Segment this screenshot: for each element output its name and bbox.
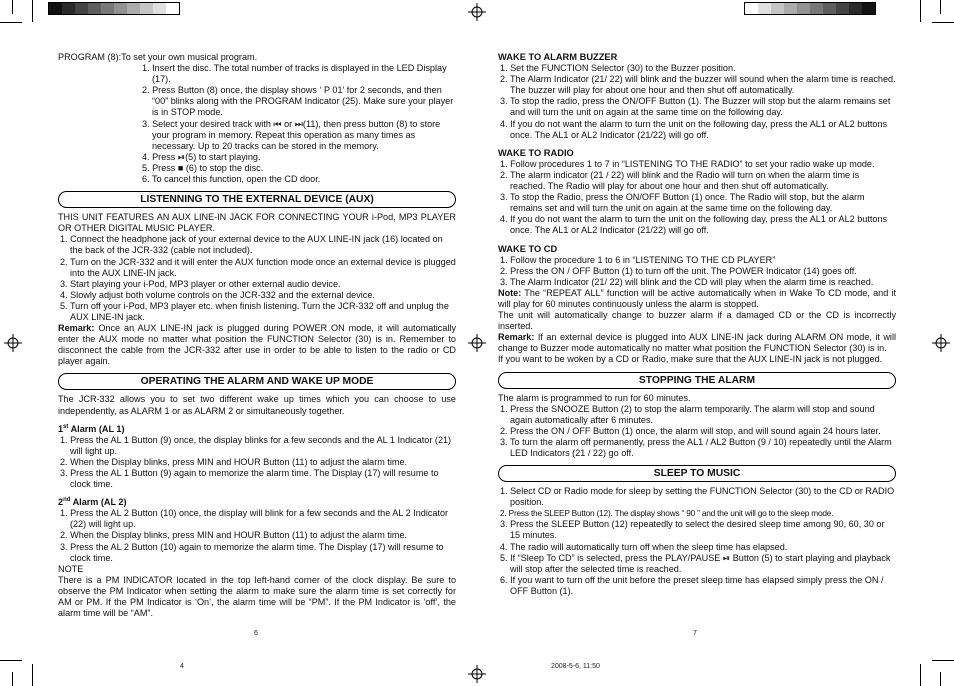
- color-swatch: [75, 3, 88, 14]
- remark-label: Remark:: [498, 332, 535, 343]
- color-bar-left: [48, 2, 180, 15]
- aux-intro: THIS UNIT FEATURES AN AUX LINE-IN JACK FOR CONNECTING YOUR i-Pod, MP3 PLAYER OR OTHER DIGITAL MUSIC PLAYER.: [58, 212, 456, 234]
- list-item: 6. To cancel this function, open the CD door.: [142, 174, 321, 185]
- list-item: 1. Connect the headphone jack of your external device to the AUX LINE-IN jack (16) located on the back of the JCR-332 (cable not included).: [60, 234, 443, 256]
- left-page: [58, 52, 456, 619]
- color-swatch: [784, 3, 797, 14]
- list-item: 3. Press the AL 1 Button (9) again to memorize the alarm time. The Display (17) will resume to clock time.: [60, 468, 439, 490]
- list-item: 3. Select your desired track with ⏮ or ⏭(11), then press button (8) to store your program in memory. Repeat this operation as many times as necessary. Up to 20 tracks can be stored in the memory.: [142, 118, 441, 151]
- color-bar-right: [744, 2, 876, 15]
- sleep-section-title: SLEEP TO MUSIC: [498, 465, 896, 482]
- cd-heading: WAKE TO CD: [498, 243, 558, 254]
- remark-text: Once an AUX LINE-IN jack is plugged during POWER ON mode, it will automatically enter the AUX mode no matter what position the FUNCTION Selector (30) is in. Remember to disconnect the cable from the JCR-332 after use in order to be able to listen to the radio or CD player again.: [58, 323, 456, 367]
- color-swatch: [862, 3, 875, 14]
- aux-remark: [58, 323, 456, 367]
- list-item: 6. If you want to turn off the unit before the preset sleep time has elapsed simply press the ON / OFF Button (1).: [500, 574, 884, 596]
- alarm-section-title: OPERATING THE ALARM AND WAKE UP MODE: [58, 373, 456, 390]
- list-item: 2. When the Display blinks, press MIN and HOUR Button (11) to adjust the alarm time.: [60, 456, 408, 467]
- cd-paragraph-2: If you want to be woken by a CD or Radio, make sure that the AUX LINE-IN jack is not plugged.: [498, 354, 883, 365]
- list-item: 1. Press the AL 2 Button (10) once, the display will blink for a few seconds and the AL 2 Indicator (22) will light up.: [60, 508, 449, 530]
- list-item: 3. Press the AL 2 Button (10) again to memorize the alarm time. The Display (17) will resume to clock time.: [60, 541, 444, 563]
- list-item: 4. If you do not want the alarm to turn the unit on the following day, press the AL1 or AL2 buttons once. The AL1 or AL2 Indicator (21/22) will go off.: [500, 214, 888, 236]
- list-item: 2. Press the SLEEP Button (12). The display shows “ 90 ” and the unit will go to the sleep mode.: [500, 508, 834, 519]
- print-stamp: 2008-5-6, 11:50: [551, 663, 600, 670]
- program-steps: [58, 63, 456, 185]
- radio-heading: WAKE TO RADIO: [498, 147, 574, 158]
- registration-mark-bottom: [468, 665, 486, 683]
- note-label: NOTE: [58, 563, 84, 574]
- list-item: 4. If you do not want the alarm to turn the unit on the following day, press the AL1 or AL2 buttons once. The AL1 or AL2 Indicator (21/22) will go off.: [500, 118, 888, 140]
- page-number-left: 6: [254, 630, 258, 637]
- remark-label: Remark:: [58, 323, 95, 334]
- note-text: The “REPEAT ALL” function will be active automatically when in Wake To CD mode, and it will play for 60 minutes continuously unless the alarm is stopped.: [498, 287, 896, 309]
- program-intro: PROGRAM (8):To set your own musical program.: [58, 52, 258, 62]
- list-item: 3. To stop the Radio, press the ON/OFF Button (1) once. The Radio will stop, but the alarm remains set and will turn the unit on again at the same time on the following day.: [500, 192, 865, 214]
- list-item: 3. To turn the alarm off permanently, press the AL1 / AL2 Button (9 / 10) repeatedly until the Alarm LED Indicators (21 / 22) go off.: [500, 436, 892, 458]
- list-item: 3. Press the SLEEP Button (12) repeatedly to select the desired sleep time among 90, 60, 30 or 15 minutes.: [500, 519, 885, 541]
- stopping-section-title: STOPPING THE ALARM: [498, 372, 896, 389]
- list-item: 1. Set the FUNCTION Selector (30) to the Buzzer position.: [500, 63, 736, 74]
- color-swatch: [771, 3, 784, 14]
- list-item: 2. Press the ON / OFF Button (1) once, the alarm will stop, and will sound again 24 hours later.: [500, 425, 881, 436]
- cd-note: [498, 288, 896, 310]
- alarm-intro: The JCR-332 allows you to set two different wake up times which you can choose to use independently, as ALARM 1 or as ALARM 2 or simultaneously together.: [58, 394, 456, 416]
- list-item: 1. Press the SNOOZE Button (2) to stop the alarm temporarily. The alarm will stop and sound again automatically after 6 minutes.: [500, 403, 875, 425]
- color-swatch: [127, 3, 140, 14]
- color-swatch: [153, 3, 166, 14]
- color-swatch: [140, 3, 153, 14]
- list-item: 1. Follow the procedure 1 to 6 in “LISTENING TO THE CD PLAYER”: [500, 254, 776, 265]
- registration-mark-center: [468, 334, 486, 352]
- aux-section-title: LISTENNING TO THE EXTERNAL DEVICE (AUX): [58, 191, 456, 208]
- sheet-number: 4: [180, 663, 184, 670]
- note-label: Note:: [498, 287, 522, 298]
- list-item: 2. Press Button (8) once, the display shows ‘ P 01’ for 2 seconds, and then “00” blinks along with the PROGRAM Indicator (25). Make sure your player is in STOP mode.: [142, 85, 454, 118]
- registration-mark-top: [468, 3, 486, 21]
- stop-intro: The alarm is programmed to run for 60 minutes.: [498, 392, 691, 403]
- list-item: 3. The Alarm Indicator (21/ 22) will blink and the CD will play when the alarm time is reached.: [500, 276, 874, 287]
- list-item: 2. Turn on the JCR-332 and it will enter the AUX function mode once an external device is plugged into the AUX LINE-IN jack.: [60, 256, 456, 278]
- list-item: 5. Press ■ (6) to stop the disc.: [142, 162, 264, 173]
- color-swatch: [758, 3, 771, 14]
- buzzer-heading: WAKE TO ALARM BUZZER: [498, 52, 618, 62]
- color-swatch: [101, 3, 114, 14]
- right-page: [498, 52, 896, 597]
- color-swatch: [49, 3, 62, 14]
- color-swatch: [810, 3, 823, 14]
- page-number-right: 7: [693, 630, 697, 637]
- color-swatch: [88, 3, 101, 14]
- color-swatch: [745, 3, 758, 14]
- list-item: 3. Start playing your i-Pod, MP3 player or other external audio device.: [60, 278, 341, 289]
- color-swatch: [849, 3, 862, 14]
- list-item: 1. Follow procedures 1 to 7 in “LISTENING TO THE RADIO” to set your radio wake up mode.: [500, 158, 875, 169]
- registration-mark-left: [4, 334, 22, 352]
- color-swatch: [823, 3, 836, 14]
- list-item: 2. The Alarm Indicator (21/ 22) will blink and the buzzer will sound when the alarm time is reached. The buzzer will play for about one hour and then shut off automatically.: [500, 74, 896, 96]
- list-item: 1. Press the AL 1 Button (9) once, the display blinks for a few seconds and the AL 1 Indicator (21) will light up.: [60, 434, 452, 456]
- alarm-2-heading: 2nd Alarm (AL 2): [58, 497, 127, 508]
- note-text: There is a PM INDICATOR located in the top left-hand corner of the clock display. Be sure to observe the PM Indicator when setting the alarm to make sure the alarm time is set correctly for AM or PM. If the PM Indicator is ‘On’, the alarm time will be “PM”. If the PM Indicator is ‘off’, the alarm time will be “AM”.: [58, 574, 456, 619]
- list-item: 1. Select CD or Radio mode for sleep by setting the FUNCTION Selector (30) to the CD or RADIO position.: [500, 486, 895, 508]
- list-item: 2. The alarm indicator (21 / 22) will blink and the Radio will turn on when the alarm time is reached. The Radio will play for about one hour and then shut off automatically.: [500, 169, 860, 192]
- color-swatch: [166, 3, 179, 14]
- list-item: 5. If “Sleep To CD” is selected, press the PLAY/PAUSE ⏯ Button (5) to start playing and playback will stop after the selected time is reached.: [500, 552, 891, 574]
- color-swatch: [62, 3, 75, 14]
- list-item: 2. When the Display blinks, press MIN and HOUR Button (11) to adjust the alarm time.: [60, 530, 408, 541]
- cd-remark: [498, 332, 896, 354]
- color-swatch: [836, 3, 849, 14]
- cd-paragraph: The unit will automatically change to buzzer alarm if a damaged CD or the CD is incorrectly inserted.: [498, 310, 896, 332]
- list-item: 4. The radio will automatically turn off when the sleep time has elapsed.: [500, 541, 788, 552]
- list-item: 4. Slowly adjust both volume controls on the JCR-332 and the external device.: [60, 289, 375, 300]
- registration-mark-right: [932, 334, 950, 352]
- list-item: 1. Insert the disc. The total number of tracks is displayed in the LED Display (17).: [142, 63, 447, 85]
- list-item: 3. To stop the radio, press the ON/OFF Button (1). The Buzzer will stop but the alarm remains set and will turn the unit on again at the same time on the following day.: [500, 96, 891, 118]
- remark-text: If an external device is plugged into AUX LINE-IN jack during ALARM ON mode, it will change to Buzzer mode automatically no matter what position the FUNCTION Selector (30) is in.: [498, 332, 896, 354]
- list-item: 2. Press the ON / OFF Button (1) to turn off the unit. The POWER Indicator (14) goes off.: [500, 265, 857, 276]
- color-swatch: [797, 3, 810, 14]
- list-item: 4. Press ⏯(5) to start playing.: [142, 151, 261, 162]
- color-swatch: [114, 3, 127, 14]
- list-item: 5. Turn off your i-Pod, MP3 player etc. when finish listening. Turn the JCR-332 off and unplug the AUX LINE-IN jack.: [60, 300, 449, 322]
- alarm-1-heading: 1st Alarm (AL 1): [58, 423, 125, 434]
